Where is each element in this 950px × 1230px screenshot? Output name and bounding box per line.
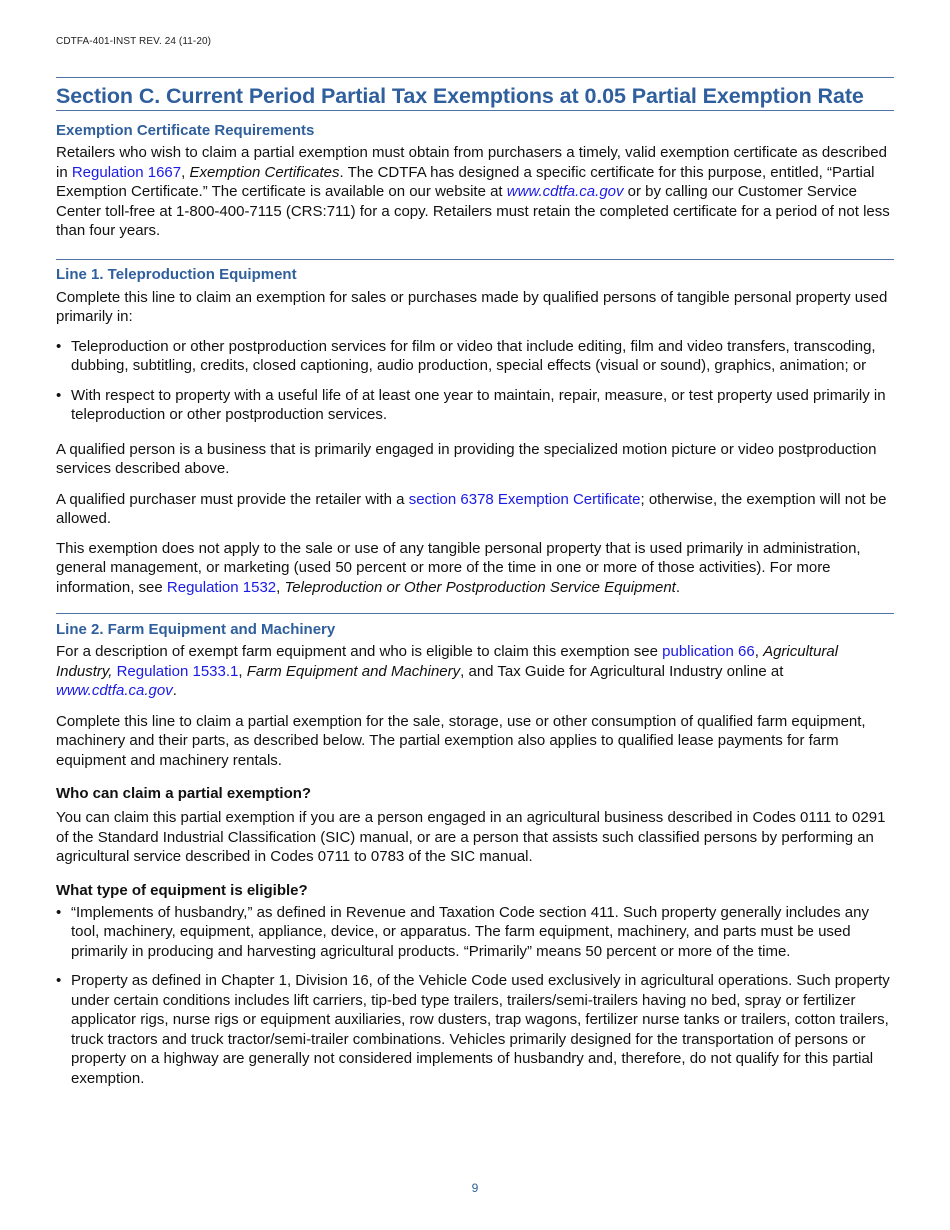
line1-heading: Line 1. Teleproduction Equipment <box>56 265 297 283</box>
who-can-claim-paragraph: You can claim this partial exemption if you are a person engaged in an agricultural business described in Codes 0111 to 0291 of the Standard Industrial Classification (SIC) manual, or are a person that assists such classified persons by performing an agricultural service described in Codes 0711 to 0783 of the SIC manual. <box>56 809 886 865</box>
eligible-equipment-list <box>56 903 894 1089</box>
page-number: 9 <box>471 1181 479 1195</box>
publication-66-link[interactable]: publication 66 <box>662 643 755 660</box>
line2-description: For a description of exempt farm equipment and who is eligible to claim this exemption see publication 66, Agricultural Industry, Regulation 1533.1, Farm Equipment and Machinery, and Tax Guide for Agricultural Industry online at www.cdtfa.ca.gov. <box>56 643 839 699</box>
line1-intro: Complete this line to claim an exemption for sales or purchases made by qualified persons of tangible personal property used primarily in: <box>56 288 888 325</box>
website-link[interactable]: www.cdtfa.ca.gov <box>56 682 173 699</box>
section-6378-link[interactable]: section 6378 Exemption Certificate <box>408 490 641 508</box>
cert-paragraph: Retailers who wish to claim a partial exemption must obtain from purchasers a timely, valid exemption certificate as described in Regulation 1667, Exemption Certificates. The CDTFA has designed a specific certificate for this purpose, entitled, “Partial Exemption Certificate.” The certificate is available on our website at www.cdtfa.ca.gov or by calling our Customer Service Center toll-free at 1-800-400-7115 (CRS:711) for a copy. Retailers must retain the completed certificate for a period of not less than four years. <box>56 144 890 239</box>
form-id: CDTFA-401-INST REV. 24 (11-20) <box>56 36 212 47</box>
regulation-1532-link[interactable]: Regulation 1532 <box>166 578 277 596</box>
section-title: Section C. Current Period Partial Tax Exemptions at 0.05 Partial Exemption Rate <box>56 84 864 108</box>
page-content <box>56 77 894 1088</box>
eligible-equipment-heading: What type of equipment is eligible? <box>56 881 308 899</box>
who-can-claim-heading: Who can claim a partial exemption? <box>56 785 312 802</box>
line1-rule <box>56 259 894 260</box>
list-item: • With respect to property with a useful life of at least one year to maintain, repair, measure, or test property used primarily in teleproduction or other postproduction services. <box>56 386 894 425</box>
section-bottom-rule <box>56 110 894 111</box>
regulation-1533-1-link[interactable]: Regulation 1533.1 <box>116 662 239 680</box>
cert-heading: Exemption Certificate Requirements <box>56 122 315 139</box>
line1-bullet-list <box>56 337 894 425</box>
qualified-person-paragraph: A qualified person is a business that is primarily engaged in providing the specialized motion picture or video postproduction services described above. <box>56 440 877 477</box>
list-item: • Teleproduction or other postproduction services for film or video that include editing, film and video transfers, transcoding, dubbing, subtitling, credits, closed captioning, audio production, special effects (visual or sound), graphics, animation; or <box>56 337 894 376</box>
website-link[interactable]: www.cdtfa.ca.gov <box>506 183 624 200</box>
not-apply-paragraph: This exemption does not apply to the sale or use of any tangible personal property that is used primarily in administration, general management, or marketing (used 50 percent or more of the time in one or more of those activities). For more information, see Regulation 1532, Teleproduction or Other Postproduction Service Equipment. <box>56 539 861 596</box>
list-item: • “Implements of husbandry,” as defined in Revenue and Taxation Code section 411. Such property generally includes any tool, machinery, equipment, appliance, device, or apparatus. The farm equipment, machinery, and parts must be used primarily in producing and harvesting agricultural products. “Primarily” means 50 percent or more of the time. <box>56 903 894 962</box>
list-item: • Property as defined in Chapter 1, Division 16, of the Vehicle Code used exclusively in agricultural operations. Such property under certain conditions includes lift carriers, tip-bed type trailers, trailers/semi-trailers having no bed, spray or fertilizer applicator rigs, nurse rigs or equipment auxiliaries, row dusters, trap wagons, fertilizer nurse tanks or trailers, cotton trailers, truck tractors and truck tractor/semi-trailer combinations. Vehicles primarily designed for the transportation of persons or property on a highway are generally not considered implements of husbandry and, therefore, do not qualify for this partial exemption. <box>56 971 894 1088</box>
line2-complete-paragraph: Complete this line to claim a partial exemption for the sale, storage, use or other consumption of qualified farm equipment, machinery and their parts, as described below. The partial exemption also applies to qualified lease payments for farm equipment and machinery rentals. <box>56 712 866 769</box>
line2-rule <box>56 613 894 614</box>
regulation-1667-link[interactable]: Regulation 1667 <box>71 163 182 181</box>
line2-heading: Line 2. Farm Equipment and Machinery <box>56 621 336 638</box>
qualified-purchaser-paragraph: A qualified purchaser must provide the retailer with a section 6378 Exemption Certificate; otherwise, the exemption will not be allowed. <box>56 490 887 527</box>
